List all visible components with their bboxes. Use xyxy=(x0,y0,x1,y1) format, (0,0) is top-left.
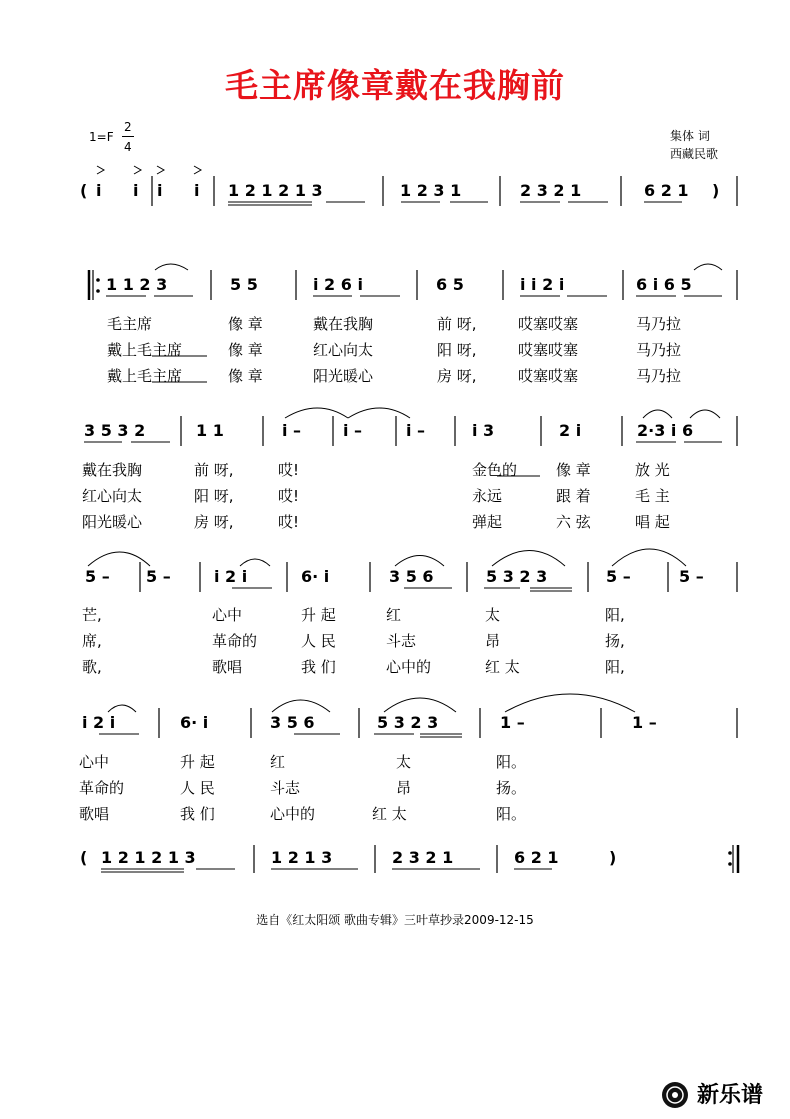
note: i xyxy=(133,181,139,200)
lyric: 升 起 xyxy=(180,753,215,771)
lyric: 像 章 xyxy=(228,341,263,359)
measure: 2·3 i 6 xyxy=(637,421,694,440)
time-signature-top: 2 xyxy=(124,120,132,134)
measure: 1 2 1 2 1 3 xyxy=(228,181,323,200)
lyric: 心中 xyxy=(79,753,110,771)
lyric: 歌唱 xyxy=(212,658,243,676)
lyric: 毛主席 xyxy=(107,315,153,333)
lyric: 放 光 xyxy=(635,461,670,479)
lyric: 红 太 xyxy=(372,805,407,823)
lyric: 毛 主 xyxy=(635,487,670,505)
measure: 6 5 xyxy=(436,275,464,294)
measure: 5 – xyxy=(146,567,171,586)
measure: 1 2 1 2 1 3 xyxy=(101,848,196,867)
lyric: 哎塞哎塞 xyxy=(518,315,579,333)
disc-icon xyxy=(660,1080,690,1110)
measure: 5 – xyxy=(85,567,110,586)
lyric: 阳。 xyxy=(496,753,527,771)
measure: i 3 xyxy=(472,421,495,440)
measure: 6 2 1 xyxy=(644,181,689,200)
note: i xyxy=(96,181,102,200)
measure: i 2 i xyxy=(82,713,116,732)
lyric: 扬, xyxy=(605,632,625,650)
lyric: 心中的 xyxy=(270,805,316,823)
lyric: 哎! xyxy=(278,461,300,479)
lyric: 人 民 xyxy=(180,779,215,797)
note: i xyxy=(194,181,200,200)
measure: 2 i xyxy=(559,421,582,440)
measure: i 2 i xyxy=(214,567,248,586)
lyric: 金色的 xyxy=(472,461,518,479)
lyric: 像 章 xyxy=(556,461,591,479)
lyric: 我 们 xyxy=(301,658,336,676)
measure: 1 2 1 3 xyxy=(271,848,333,867)
lyric: 马乃拉 xyxy=(636,315,682,333)
lyric: 歌唱 xyxy=(79,805,110,823)
lyric: 心中 xyxy=(212,606,243,624)
accent-marks xyxy=(97,166,201,174)
lyric: 阳光暖心 xyxy=(82,513,143,531)
lyric: 马乃拉 xyxy=(636,367,682,385)
lyric: 前 呀, xyxy=(194,461,234,479)
lyric: 阳, xyxy=(605,658,625,676)
measure: 3 5 6 xyxy=(270,713,315,732)
lyric: 戴上毛主席 xyxy=(107,341,183,359)
measure: 3 5 3 2 xyxy=(84,421,146,440)
paren-close: ) xyxy=(712,181,720,200)
measure: i – xyxy=(343,421,363,440)
measure: 5 – xyxy=(606,567,631,586)
lyric: 前 呀, xyxy=(437,315,477,333)
paren-close: ) xyxy=(609,848,617,867)
measure: 1 – xyxy=(632,713,657,732)
lyric: 革命的 xyxy=(79,779,125,797)
lyric: 哎! xyxy=(278,487,300,505)
lyric: 我 们 xyxy=(180,805,215,823)
measure: 1 2 3 1 xyxy=(400,181,462,200)
lyric: 唱 起 xyxy=(635,513,670,531)
lyric: 昂 xyxy=(485,632,501,650)
note: i xyxy=(157,181,163,200)
lyric: 席, xyxy=(82,632,102,650)
measure: 6 2 1 xyxy=(514,848,559,867)
lyric: 房 呀, xyxy=(194,513,234,531)
lyric: 昂 xyxy=(396,779,412,797)
lyricist-credit: 集体 词 xyxy=(670,129,710,143)
lyric: 戴在我胸 xyxy=(313,315,374,333)
lyric: 哎塞哎塞 xyxy=(518,341,579,359)
lyric: 像 章 xyxy=(228,367,263,385)
lyric: 房 呀, xyxy=(437,367,477,385)
measure: 1 1 2 3 xyxy=(106,275,168,294)
lyric: 人 民 xyxy=(301,632,336,650)
logo-text[interactable]: 新乐谱 xyxy=(697,1083,764,1108)
lyric: 六 弦 xyxy=(556,513,591,531)
lyric: 永远 xyxy=(472,487,503,505)
measure: 5 3 2 3 xyxy=(377,713,439,732)
measure: 5 5 xyxy=(230,275,258,294)
measure: i – xyxy=(406,421,426,440)
lyric: 升 起 xyxy=(301,606,336,624)
source-note: 选自《红太阳颂 歌曲专辑》三叶草抄录2009-12-15 xyxy=(256,913,534,927)
measure: 1 1 xyxy=(196,421,224,440)
lyric: 阳光暖心 xyxy=(313,367,374,385)
lyric: 戴上毛主席 xyxy=(107,367,183,385)
lyric: 太 xyxy=(396,753,412,771)
measure: i 2 6 i xyxy=(313,275,363,294)
key-signature: 1=F xyxy=(89,130,114,144)
lyric: 红 xyxy=(386,606,402,624)
composer-credit: 西藏民歌 xyxy=(670,147,719,161)
lyric: 哎塞哎塞 xyxy=(518,367,579,385)
lyric: 斗志 xyxy=(386,632,417,650)
song-title: 毛主席像章戴在我胸前 xyxy=(225,66,565,105)
paren-open: ( xyxy=(80,848,88,867)
lyric: 歌, xyxy=(82,658,102,676)
lyric: 芒, xyxy=(82,606,102,624)
lyric: 阳 呀, xyxy=(437,341,477,359)
lyric: 阳, xyxy=(605,606,625,624)
measure: i i 2 i xyxy=(520,275,565,294)
measure: 6· i xyxy=(180,713,209,732)
lyric: 红心向太 xyxy=(313,341,374,359)
lyric: 太 xyxy=(485,606,501,624)
measure: 2 3 2 1 xyxy=(520,181,582,200)
lyric: 马乃拉 xyxy=(636,341,682,359)
lyric: 红 xyxy=(270,753,286,771)
measure: 6· i xyxy=(301,567,330,586)
measure: 6 i 6 5 xyxy=(636,275,692,294)
lyric: 红心向太 xyxy=(82,487,143,505)
lyric: 红 太 xyxy=(485,658,520,676)
lyric: 扬。 xyxy=(496,779,527,797)
measure: 2 3 2 1 xyxy=(392,848,454,867)
lyric: 哎! xyxy=(278,513,300,531)
lyric: 阳。 xyxy=(496,805,527,823)
lyric: 革命的 xyxy=(212,632,258,650)
measure: 5 3 2 3 xyxy=(486,567,548,586)
lyric: 心中的 xyxy=(386,658,432,676)
measure: 3 5 6 xyxy=(389,567,434,586)
lyric: 阳 呀, xyxy=(194,487,234,505)
paren-open: ( xyxy=(80,181,88,200)
time-signature-bottom: 4 xyxy=(124,140,132,154)
measure: 1 – xyxy=(500,713,525,732)
lyric: 像 章 xyxy=(228,315,263,333)
lyric: 跟 着 xyxy=(556,487,591,505)
measure: i – xyxy=(282,421,302,440)
lyric: 斗志 xyxy=(270,779,301,797)
lyric: 戴在我胸 xyxy=(82,461,143,479)
lyric: 弹起 xyxy=(472,513,503,531)
measure: 5 – xyxy=(679,567,704,586)
